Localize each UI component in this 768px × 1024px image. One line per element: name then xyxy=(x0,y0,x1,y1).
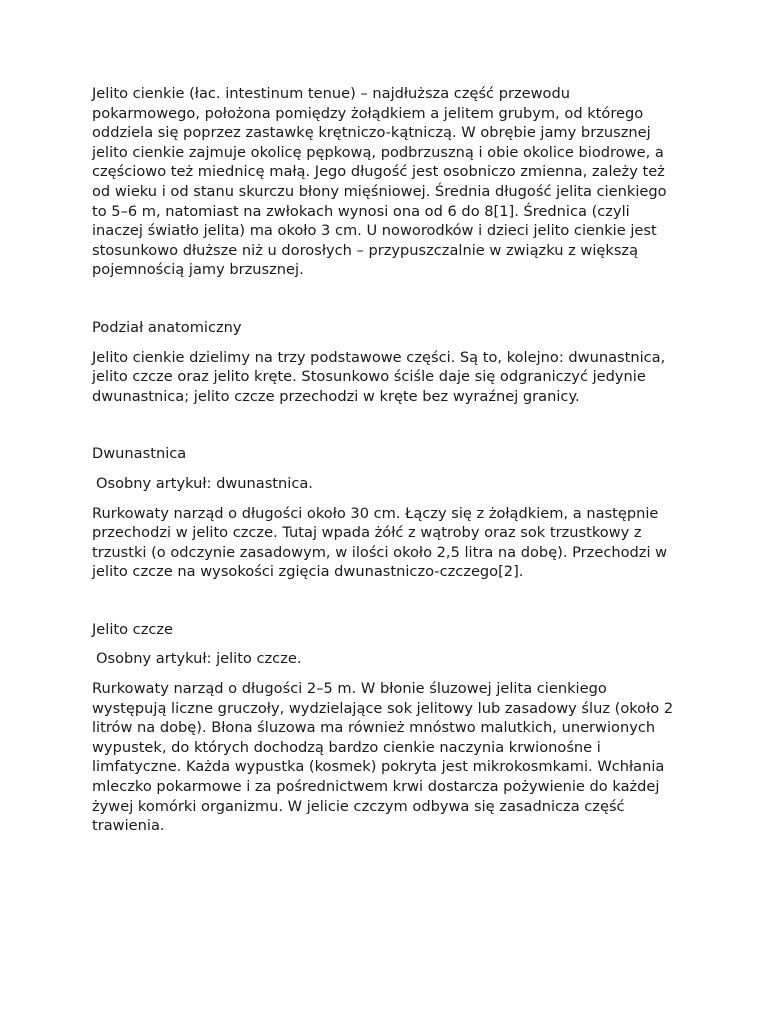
spacer xyxy=(92,406,682,444)
spacer xyxy=(92,494,682,504)
intro-paragraph: Jelito cienkie (łac. intestinum tenue) – najdłuższa część przewodu pokarmowego, położona pomiędzy żołądkiem a jelitem grubym, od którego oddziela się poprzez zastawkę krętniczo-kątniczą. W obrębie jamy brzusznej jelito cienkie zajmuje okolicę pępkową, podbrzuszną i obie okolice biodrowe, a częściowo też miednicę małą. Jego długość jest osobniczo zmienna, zależy też od wieku i od stanu skurczu błony mięśniowej. Średnia długość jelita cienkiego to 5–6 m, natomiast na zwłokach wynosi ona od 6 do 8[1]. Średnica (czyli inaczej światło jelita) ma około 3 cm. U noworodków i dzieci jelito cienkie jest stosunkowo dłuższe niż u dorosłych – przypuszczalnie w związku z większą pojemnością jamy brzusznej. xyxy=(92,85,667,279)
section-heading-jejunum: Jelito czcze xyxy=(92,620,174,638)
anatomy-paragraph: Jelito cienkie dzielimy na trzy podstawowe części. Są to, kolejno: dwunastnica, jelito czcze oraz jelito kręte. Stosunkowo ściśle daje się odgraniczyć jedynie dwunastnica; jelito czcze przechodzi w kręte bez wyraźnej granicy. xyxy=(92,348,666,405)
spacer xyxy=(92,582,682,620)
jejunum-main-article-note: Osobny artykuł: jelito czcze. xyxy=(96,650,302,668)
document-body xyxy=(92,84,682,836)
jejunum-paragraph: Rurkowaty narząd o długości 2–5 m. W błonie śluzowej jelita cienkiego występują liczne gruczoły, wydzielające sok jelitowy lub zasadowy śluz (około 2 litrów na dobę). Błona śluzowa ma również mnóstwo malutkich, unerwionych wypustek, do których dochodzą bardzo cienkie naczynia krwionośne i limfatyczne. Każda wypustka (kosmek) pokryta jest mikrokosmkami. Wchłania mleczko pokarmowe i za pośrednictwem krwi dostarcza pożywienie do każdej żywej komórki organizmu. W jelicie czczym odbywa się zasadnicza część trawienia. xyxy=(92,680,674,835)
duodenum-paragraph: Rurkowaty narząd o długości około 30 cm. Łączy się z żołądkiem, a następnie przechodzi w jelito czcze. Tutaj wpada żółć z wątroby oraz sok trzustkowy z trzustki (o odczynie zasadowym, w ilości około 2,5 litra na dobę). Przechodzi w jelito czcze na wysokości zgięcia dwunastniczo-czczego[2]. xyxy=(92,504,668,581)
spacer xyxy=(92,669,682,679)
duodenum-main-article-note: Osobny artykuł: dwunastnica. xyxy=(96,474,313,492)
spacer xyxy=(92,338,682,348)
spacer xyxy=(92,464,682,474)
section-heading-duodenum: Dwunastnica xyxy=(92,445,187,463)
spacer xyxy=(92,280,682,318)
section-heading-anatomy: Podział anatomiczny xyxy=(92,318,242,336)
spacer xyxy=(92,639,682,649)
